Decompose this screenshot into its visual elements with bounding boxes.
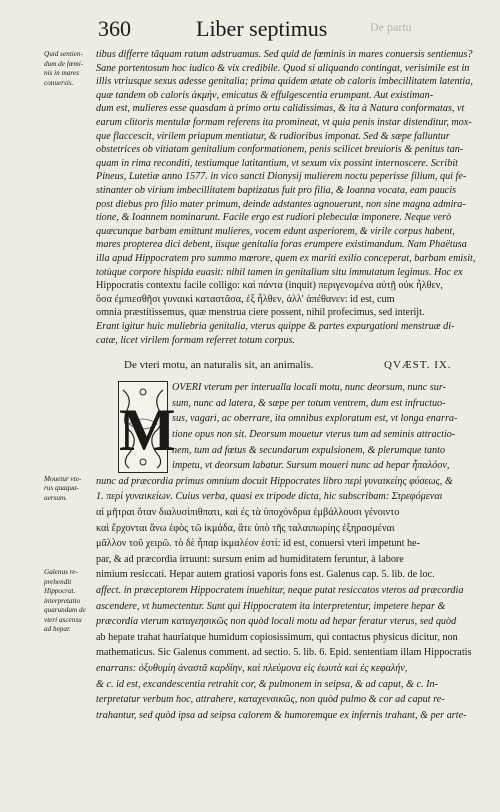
text-line: tibus differre tãquam ratum adstruamus. Sed quid de fœminis in mares conuersis sentiemus? bbox=[96, 49, 473, 60]
margin-note-line: ad hepar. bbox=[44, 625, 71, 634]
text-line: præcordia vterum καταγεησικῶς non quòd locali motu ad hepar feratur vterus, sed quòd bbox=[96, 616, 457, 628]
text-line: tione opus non sit. Deorsum mouetur vterus tum ad seminis attractio- bbox=[172, 429, 456, 440]
text-line: tione, & Ioannem nominarunt. Facile ergo est rudiori plebeculæ imponere. Neque verò bbox=[96, 212, 452, 224]
text-line: Sane portentosum hoc iudico & vix credibile. Quod si aliquando contingat, verisimile est in bbox=[96, 62, 470, 74]
text-line: καὶ ἔρχονται ἄνω ἐφὸς τῶ ἰκμάδα, ἅτε ὑπὸ τῆς ταλαιπωρίης ἐξηρασμέναι bbox=[96, 522, 395, 534]
decorated-initial bbox=[118, 381, 176, 473]
margin-note-line: nis in mares bbox=[44, 69, 79, 77]
text-line: impetu, vt deorsum labatur. Sursum moueri nunc ad hepar ἧπαλόον, bbox=[172, 460, 450, 472]
margin-note-line: prehendit bbox=[44, 577, 72, 586]
text-line: & c. id est, excandescentia retrahit cor, & pulmonem in seipsa, & ad caput, & c. In- bbox=[96, 678, 438, 690]
text-line: illa apud Hippocratem pro summo mœrore, quem ex mariti exilio conceperat, barbam emisit, bbox=[96, 253, 476, 264]
text-line: quam in rima reconditi, testiumque latitantium, vt sexum vix possint internoscere. Scribit bbox=[96, 157, 458, 169]
text-line: post diebus pro filio mater primum, deinde adstantes agnouerunt, non sine magna admira- bbox=[96, 198, 466, 210]
text-line: Pineus, Lutetiæ anno 1577. in vico sancti Dionysij mulierem noctu peperisse filium, qui fe- bbox=[96, 171, 467, 183]
text-line: par, & ad præcordia irruunt: sursum enim ad humiditatem feruntur, à labore bbox=[96, 553, 404, 565]
text-line: ascendere, vt humectentur. Sunt qui Hippocratem ita interpretentur, impetere hepar & bbox=[96, 600, 446, 612]
text-line: sus, vagari, ac oberrare, ita omnibus exploratum est, vt longa enarra- bbox=[172, 413, 458, 425]
margin-note-mouetur bbox=[44, 475, 96, 504]
text-line: αἱ μῆτραι ὅταν διαλυσίπιθπατι, καὶ ἐς τὰ ὑποχόνδρια ἐμβάλλουσι γένοιντο bbox=[96, 507, 400, 518]
text-line: totùque corpore hispida euasit: nihil tamen in genitalium situ immutatum legimus. Hoc ex bbox=[96, 266, 463, 278]
initial-letter: M bbox=[119, 397, 176, 464]
text-line: Hippocratis contextu facile colligo: καὶ πάντα (inquit) περιγενομένα αὐτῇ οὐκ ἦλθεν, bbox=[96, 280, 443, 292]
margin-note-line: Hippocrat. bbox=[44, 587, 76, 596]
text-line: nunc ad præcordia primus omnium docuit Hippocrates libro περὶ γυναικείης φύσεως, & bbox=[96, 475, 453, 487]
margin-note-feminis bbox=[44, 50, 96, 88]
margin-note-line: Mouetur vte- bbox=[44, 474, 82, 483]
text-line: mares propterea dici debent, iisque genitalia foras erumpere existimandum. Nam Phaëtusa bbox=[96, 239, 467, 251]
text-line: enarrans: ὀξυθυμίη ἀναστᾶ καρδίην, καὶ πλεύμονα εἰς ἑωυτὰ καὶ ἐς κεφαλήν, bbox=[96, 663, 408, 674]
text-line: terpretatur verbum hoc, attrahere, καταχενσικῶς, non quòd pulmo & cor ad caput re- bbox=[96, 694, 445, 706]
margin-note-line: vteri ascensu bbox=[44, 615, 82, 624]
text-line: ab hepate trahat haurîatque humidum copiosissimum, qui contactus physicus dicitur, non bbox=[96, 631, 458, 643]
margin-note-line: conuersis. bbox=[44, 78, 74, 87]
text-line: obstetrices ob vitiatam genitalium conformationem, penis scilicet breuioris & penitus tan- bbox=[96, 144, 464, 156]
text-line: mathematicus. Sic Galenus comment. ad sectio. 5. lib. 6. Epid. sententiam illam Hippocratis bbox=[96, 647, 472, 659]
text-line: stinanter ob virium imbecillitatem baptizatus fuit pro filia, & Ioanna vocata, eam paucis bbox=[96, 185, 457, 196]
margin-note-line: dum de fœmi- bbox=[44, 59, 84, 68]
margin-note-line: quarundam de bbox=[44, 606, 86, 615]
text-line: trahantur, sed quòd ipsa ad seipsa calorem & humoremque ex infernis trahant, & per arte- bbox=[96, 709, 467, 721]
text-line: nimium resiccati. Hepar autem gratiosi vaporis fons est. Galenus cap. 5. lib. de loc. bbox=[96, 569, 435, 581]
text-line: sum, nunc ad latera, & sæpe per totum ventrem, dum est infructuo- bbox=[172, 397, 446, 409]
text-line: illis vtriusque sexus adesse genitalia; prima quidem ætate ob caloris imbecillitatem latentia, bbox=[96, 76, 473, 88]
text-line: OVERI vterum per interualla locali motu, nunc deorsum, nunc sur- bbox=[172, 382, 446, 394]
text-line: μᾶλλον τοῦ χειρῶ. τὸ δὲ ἧπαρ ἱκμαλέον ἐστί: id est, conuersi vteri impetunt he- bbox=[96, 538, 420, 550]
text-line: earum clitoris mentulæ formam referens ita promineat, vt quia penis instar distenditur, mox- bbox=[96, 117, 472, 128]
text-line: nem, tum ad fœtus & secundarum expulsionem, & plerumque tanto bbox=[172, 444, 446, 456]
text-line: Erant igitur huic muliebria genitalia, vterus quippe & partes expurgationi menstruæ di- bbox=[96, 321, 455, 332]
text-line: 1. περὶ γυναικείων. Cuius verba, quasi ex tripode dicta, hic subscribam: Στρεφόμεναι bbox=[96, 491, 443, 503]
margin-note-line: rus quaqua- bbox=[44, 484, 79, 493]
text-line: affect. in præceptorem Hippocratem inuehitur, neque putat resiccatos vteros ad præcordia bbox=[96, 585, 464, 596]
running-title: Liber septimus bbox=[196, 16, 328, 41]
bleed-through-text: De partu bbox=[370, 20, 412, 34]
text-line: dum est, mulieres esse quasdam à primo ortu calidissimas, & ita à Natura conformatas, vt bbox=[96, 103, 465, 115]
text-line: que flaccescit, virilem priapum mentiatur, & rudioribus imponat. Sed & sæpe falluntur bbox=[96, 130, 450, 142]
page-number: 360 bbox=[98, 16, 131, 41]
text-line: catæ, licet virilem formam referret totum corpus. bbox=[96, 334, 296, 346]
margin-note-line: Quid sentien- bbox=[44, 50, 83, 58]
text-line: ὅσα ἐμπιεσθῆσι γυναικὶ καταστᾶσα, ἐξ ἧλθεν, ἀλλ' ἀπέθανεν: id est, cum bbox=[96, 293, 395, 305]
text-line: quæ tandem ob caloris ἀκμὴν, emicatus & effulgescentia erumpant. Aut existiman- bbox=[96, 89, 434, 101]
quaestio-number: QVÆST. IX. bbox=[384, 359, 452, 372]
margin-note-line: Galenus re- bbox=[44, 568, 78, 577]
text-line: omnia præstitissemus, quæ menstrua ciere possent, nihil profecimus, sed interijt. bbox=[96, 307, 425, 319]
margin-note-galenus bbox=[44, 568, 96, 635]
margin-note-line: interpretatio bbox=[44, 596, 81, 605]
text-line: quæcunque barbam emittunt mulieres, vocem edunt asperiorem, & virile corpus habent, bbox=[96, 225, 455, 237]
section-title: De vteri motu, an naturalis sit, an animalis. bbox=[124, 359, 314, 372]
margin-note-line: uersum. bbox=[44, 493, 67, 502]
